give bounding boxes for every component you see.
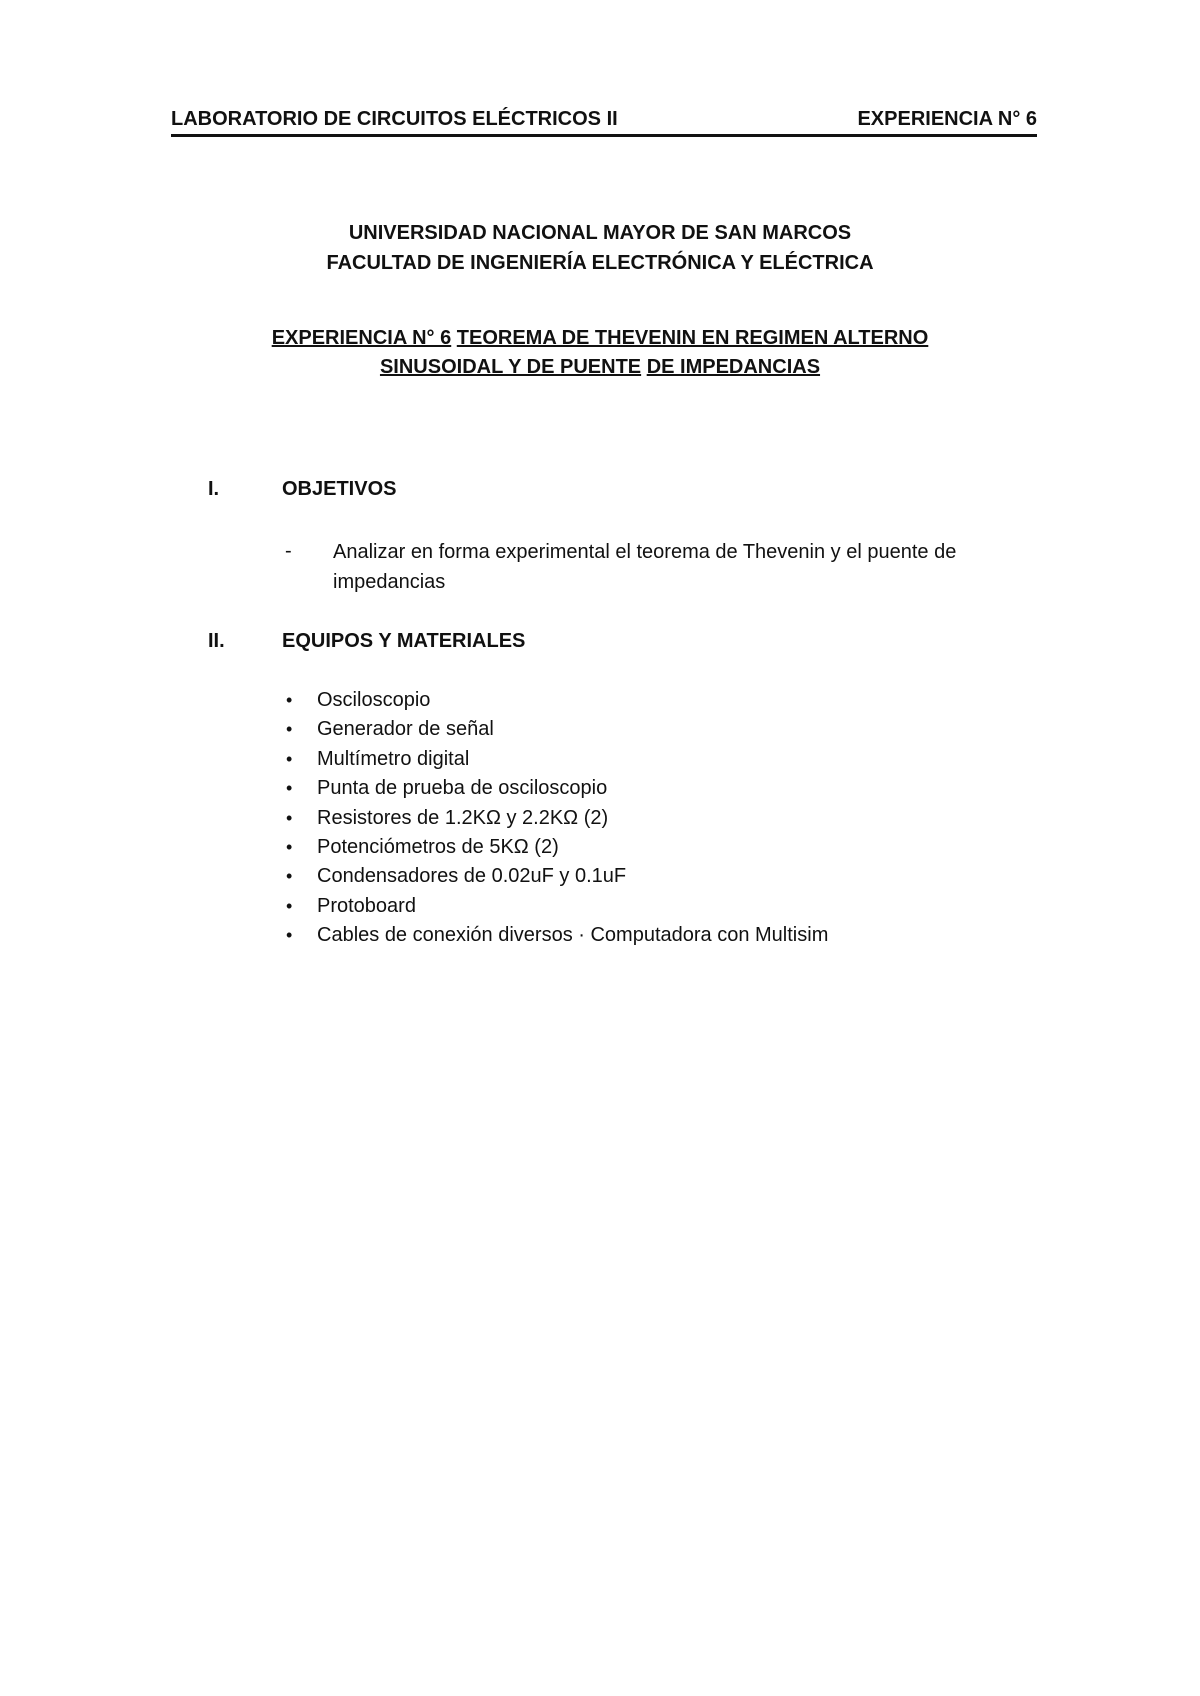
list-item — [286, 862, 828, 891]
document-title-line-2 — [0, 356, 1200, 379]
title-topic-continued: SINUSOIDAL Y DE PUENTE — [379, 356, 642, 378]
faculty-name: FACULTAD DE INGENIERÍA ELECTRÓNICA Y ELÉCTRICA — [326, 252, 874, 274]
material-label: Multímetro digital — [317, 747, 470, 770]
document-title-line-1 — [0, 327, 1200, 350]
list-item — [286, 921, 828, 950]
list-item — [286, 686, 828, 715]
bullet: • — [286, 836, 293, 857]
list-item — [286, 804, 828, 833]
bullet: • — [286, 778, 293, 799]
material-label: Condensadores de 0.02uF y 0.1uF — [317, 865, 627, 888]
material-label: Osciloscopio — [317, 689, 431, 711]
bullet: • — [286, 925, 293, 946]
list-item — [286, 892, 828, 921]
title-experience-label: EXPERIENCIA N° 6 — [271, 327, 452, 349]
section-title-objetivos: OBJETIVOS — [282, 478, 397, 500]
list-item — [286, 774, 828, 803]
page-header — [171, 108, 1037, 137]
section-number-equipos: II. — [208, 630, 225, 652]
material-label: Protoboard — [317, 894, 416, 917]
objective-bullet: - — [285, 540, 292, 562]
title-topic: TEOREMA DE THEVENIN EN REGIMEN ALTERNO — [456, 327, 929, 349]
bullet: • — [286, 748, 293, 769]
bullet: • — [286, 719, 293, 740]
section-number-objetivos: I. — [208, 478, 220, 500]
material-label: Generador de señal — [317, 718, 494, 741]
title-topic-end: DE IMPEDANCIAS — [646, 356, 821, 378]
material-label: Punta de prueba de osciloscopio — [317, 777, 608, 800]
bullet: • — [286, 807, 293, 828]
objective-text: Analizar en forma experimental el teorema de Thevenin y el puente de impedancias — [333, 541, 957, 593]
list-item — [286, 745, 828, 774]
section-title-equipos: EQUIPOS Y MATERIALES — [282, 630, 526, 652]
material-label: Cables de conexión diversos · Computadora con Multisim — [317, 924, 829, 947]
list-item — [286, 833, 828, 862]
header-experience-number: EXPERIENCIA N° 6 — [857, 108, 1037, 130]
material-label: Resistores de 1.2KΩ y 2.2KΩ (2) — [317, 806, 609, 829]
university-name: UNIVERSIDAD NACIONAL MAYOR DE SAN MARCOS — [348, 222, 852, 244]
header-course-title: LABORATORIO DE CIRCUITOS ELÉCTRICOS II — [171, 108, 618, 130]
material-label: Potenciómetros de 5KΩ (2) — [317, 835, 559, 858]
bullet: • — [286, 690, 293, 710]
bullet: • — [286, 866, 293, 887]
bullet: • — [286, 895, 293, 916]
list-item — [286, 715, 828, 744]
materials-list — [286, 686, 828, 951]
